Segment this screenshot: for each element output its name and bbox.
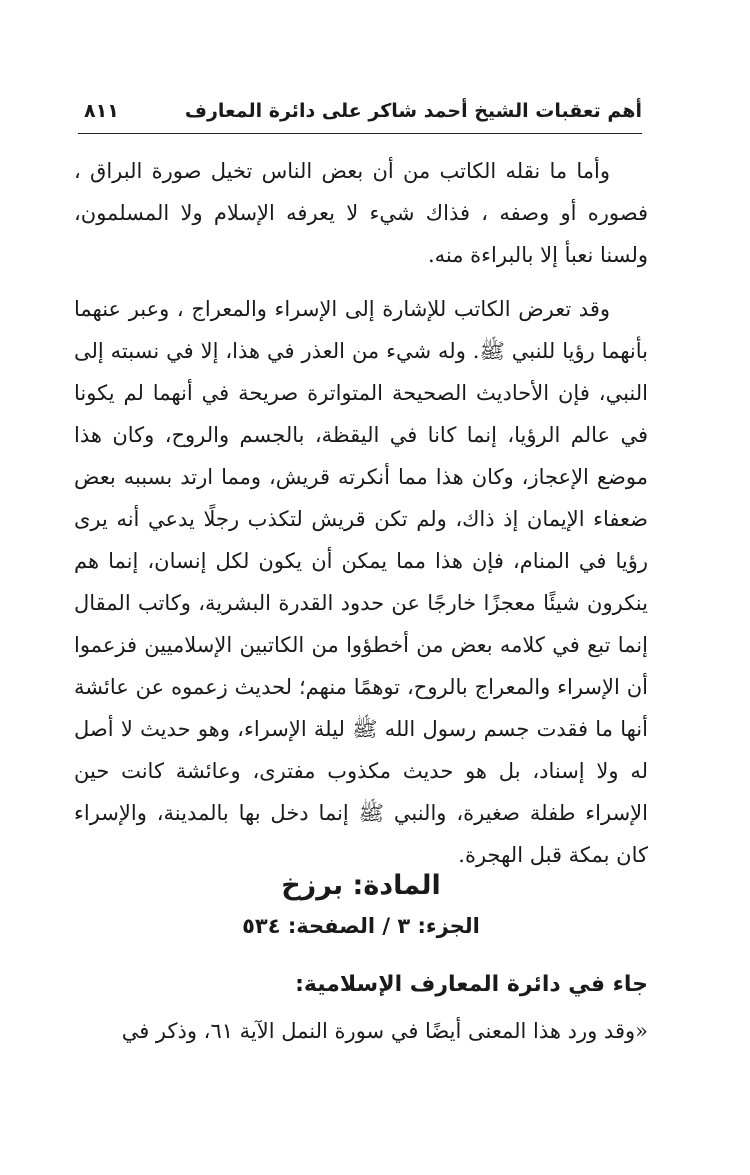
quote-text (74, 1010, 648, 1052)
entry-title: المادة: برزخ (281, 870, 441, 901)
page-header (78, 96, 642, 130)
running-title: أهم تعقبات الشيخ أحمد شاكر على دائرة المعارف (184, 100, 642, 122)
page-number: ٨١١ (84, 100, 119, 122)
section-heading: جاء في دائرة المعارف الإسلامية: (295, 972, 648, 997)
header-divider (78, 133, 642, 134)
paragraph-isra-miraj: وقد تعرض الكاتب للإشارة إلى الإسراء والمعراج ، وعبر عنهما بأنهما رؤيا للنبي ﷺ. وله شيء من العذر في هذا، إلا في نسبته إلى النبي، فإن الأحاديث الصحيحة المتواترة صريحة في أنهما لم يكونا في عالم الرؤيا، إنما كانا في اليقظة، بالجسم والروح، وكان هذا موضع الإعجاز، وكان هذا مما أنكرته قريش، ومما ارتد بسببه بعض ضعفاء الإيمان إذ ذاك، ولم تكن قريش لتكذب رجلًا يدعي أنه يرى رؤيا في المنام، فإن هذا مما يمكن أن يكون لكل إنسان، إنما هم ينكرون شيئًا معجزًا خارجًا عن حدود القدرة البشرية، وكاتب المقال إنما تبع في كلامه بعض من أخطؤوا من الكاتبين الإسلاميين فزعموا أن الإسراء والمعراج بالروح، توهمًا منهم؛ لحديث زعموه عن عائشة أنها ما فقدت جسم رسول الله ﷺ ليلة الإسراء، وهو حديث لا أصل له ولا إسناد، بل هو حديث مكذوب مفترى، وعائشة كانت حين الإسراء طفلة صغيرة، والنبي ﷺ إنما دخل بها بالمدينة، والإسراء كان بمكة قبل الهجرة. (74, 297, 648, 867)
body-text (74, 150, 648, 876)
paragraph-buraq: وأما ما نقله الكاتب من أن بعض الناس تخيل صورة البراق ، فصوره أو وصفه ، فذاك شيء لا يعرفه الإسلام ولا المسلمون، ولسنا نعبأ إلا بالبراءة منه. (74, 159, 648, 267)
entry-reference: الجزء: ٣ / الصفحة: ٥٣٤ (242, 914, 480, 938)
quote-start: «وقد ورد هذا المعنى أيضًا في سورة النمل الآية ٦١، وذكر في (121, 1019, 648, 1043)
